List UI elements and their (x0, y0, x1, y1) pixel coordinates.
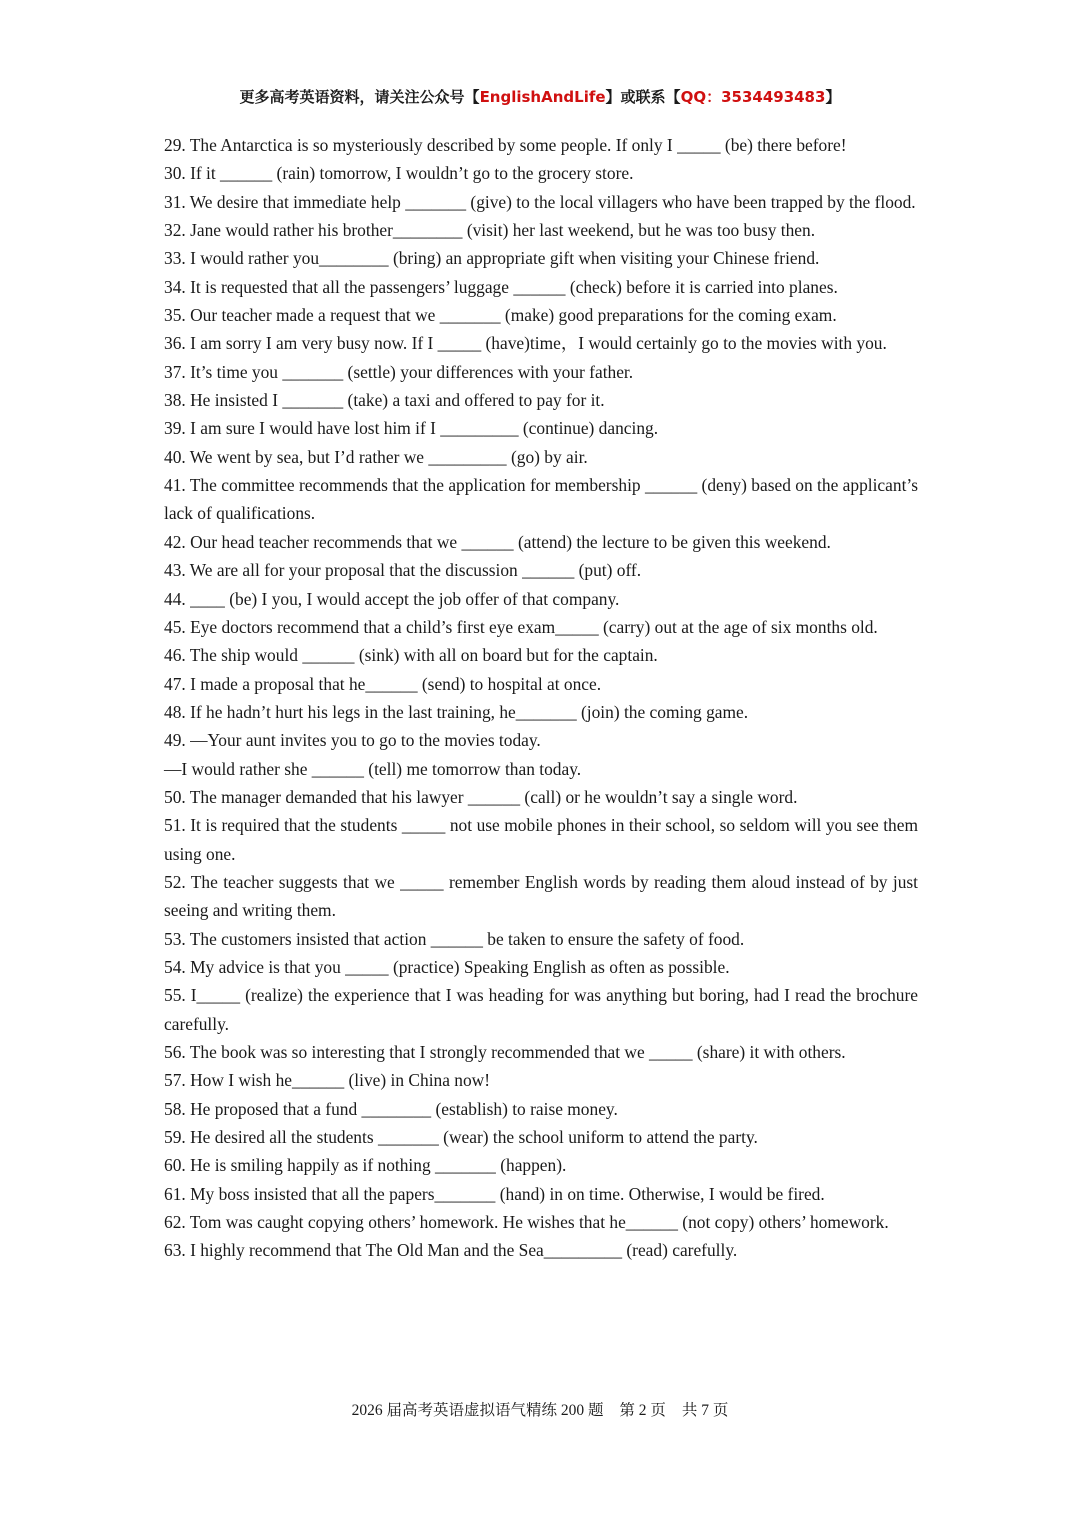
question-item: 63. I highly recommend that The Old Man and the Sea_________ (read) carefully. (164, 1240, 738, 1261)
question-item: 40. We went by sea, but I’d rather we _________ (go) by air. (164, 446, 588, 467)
header-qq: QQ：3534493483 (680, 88, 826, 106)
footer-title: 2026 届高考英语虚拟语气精练 200 题 (351, 1402, 604, 1419)
question-item: 53. The customers insisted that action ______ be taken to ensure the safety of food. (164, 928, 745, 949)
question-item: 30. If it ______ (rain) tomorrow, I wouldn’t go to the grocery store. (164, 163, 634, 184)
page-footer (0, 1398, 1080, 1420)
question-item: 36. I am sorry I am very busy now. If I _____ (have)time，I would certainly go to the movies with you. (164, 333, 887, 354)
footer-page-total: 共 7 页 (681, 1402, 729, 1419)
question-item: 59. He desired all the students _______ (wear) the school uniform to attend the party. (164, 1127, 758, 1148)
question-item: —I would rather she ______ (tell) me tomorrow than today. (164, 758, 582, 779)
question-item: 33. I would rather you________ (bring) an appropriate gift when visiting your Chinese friend. (164, 248, 820, 269)
question-item: 56. The book was so interesting that I strongly recommended that we _____ (share) it with others. (164, 1042, 846, 1062)
question-item: 43. We are all for your proposal that the discussion ______ (put) off. (164, 560, 642, 581)
question-list (164, 131, 918, 1265)
question-item: 35. Our teacher made a request that we _______ (make) good preparations for the coming exam. (164, 305, 837, 326)
question-item: 61. My boss insisted that all the papers_______ (hand) in on time. Otherwise, I would be fired. (164, 1183, 825, 1204)
question-item: 48. If he hadn’t hurt his legs in the last training, he_______ (join) the coming game. (164, 701, 749, 722)
question-item: 52. The teacher suggests that we _____ remember English words by reading them aloud instead of by just seeing and writing them. (164, 871, 918, 921)
page-header (0, 86, 1080, 107)
question-item: 54. My advice is that you _____ (practice) Speaking English as often as possible. (164, 956, 730, 977)
question-item: 45. Eye doctors recommend that a child’s first eye exam_____ (carry) out at the age of six months old. (164, 616, 878, 637)
question-item: 37. It’s time you _______ (settle) your differences with your father. (164, 361, 634, 382)
question-item: 62. Tom was caught copying others’ homework. He wishes that he______ (not copy) others’ homework. (164, 1212, 889, 1233)
question-item: 32. Jane would rather his brother________ (visit) her last weekend, but he was too busy then. (164, 220, 816, 241)
question-item: 51. It is required that the students _____ not use mobile phones in their school, so seldom will you see them using one. (164, 815, 918, 864)
header-suffix: 】 (825, 88, 841, 106)
question-item: 44. ____ (be) I you, I would accept the job offer of that company. (164, 588, 620, 609)
question-item: 31. We desire that immediate help _______ (give) to the local villagers who have been trapped by the flood. (164, 191, 916, 212)
question-item: 42. Our head teacher recommends that we ______ (attend) the lecture to be given this weekend. (164, 531, 831, 552)
question-item: 58. He proposed that a fund ________ (establish) to raise money. (164, 1098, 618, 1119)
question-item: 39. I am sure I would have lost him if I _________ (continue) dancing. (164, 418, 659, 439)
question-item: 38. He insisted I _______ (take) a taxi and offered to pay for it. (164, 390, 605, 411)
footer-page-number: 第 2 页 (619, 1402, 666, 1419)
question-item: 46. The ship would ______ (sink) with all on board but for the captain. (164, 645, 658, 666)
header-prefix: 更多高考英语资料，请关注公众号【 (239, 88, 480, 106)
header-account: EnglishAndLife (479, 88, 606, 106)
question-item: 60. He is smiling happily as if nothing _______ (happen). (164, 1155, 567, 1176)
question-item: 55. I_____ (realize) the experience that I was heading for was anything but boring, had I read the brochure carefully. (164, 985, 918, 1034)
question-item: 49. —Your aunt invites you to go to the movies today. (164, 730, 541, 751)
question-item: 57. How I wish he______ (live) in China now! (164, 1070, 491, 1091)
question-item: 41. The committee recommends that the application for membership ______ (deny) based on the applicant’s lack of qualifications. (164, 475, 918, 524)
question-item: 29. The Antarctica is so mysteriously described by some people. If only I _____ (be) there before! (164, 135, 847, 155)
question-item: 50. The manager demanded that his lawyer ______ (call) or he wouldn’t say a single word. (164, 786, 798, 807)
question-item: 34. It is requested that all the passengers’ luggage ______ (check) before it is carried into planes. (164, 276, 838, 297)
header-middle: 】或联系【 (605, 88, 681, 106)
question-item: 47. I made a proposal that he______ (send) to hospital at once. (164, 673, 602, 694)
